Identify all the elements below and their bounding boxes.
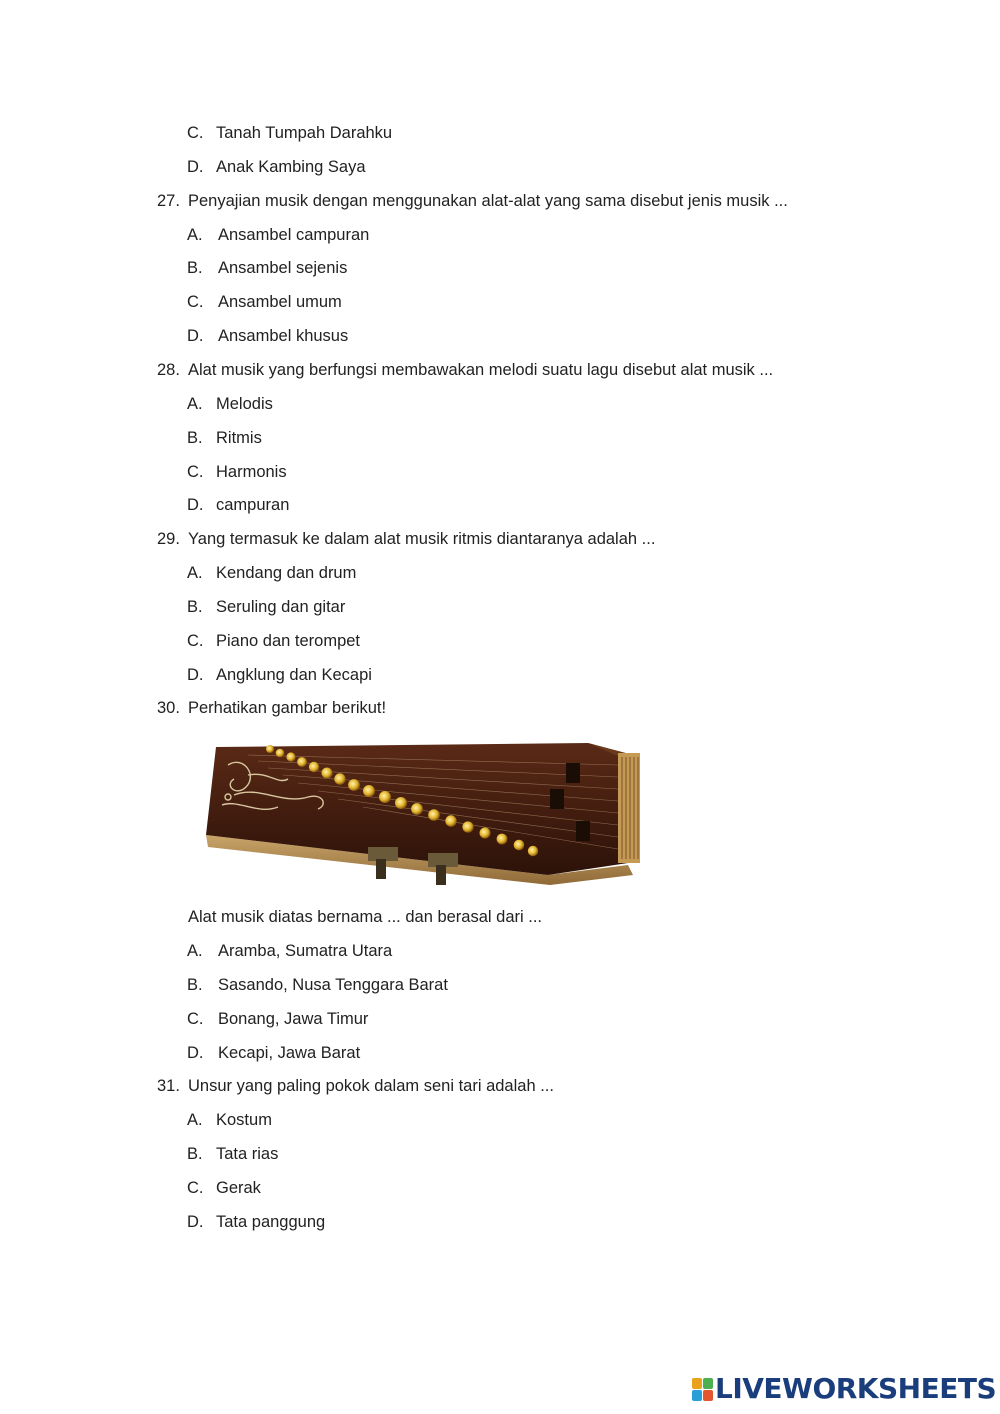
option-text: Seruling dan gitar — [216, 598, 346, 616]
liveworksheets-logo[interactable] — [692, 1374, 996, 1404]
question-number: 30. — [157, 699, 180, 717]
option-text: Angklung dan Kecapi — [216, 666, 372, 684]
option-letter: B. — [187, 259, 203, 277]
option-letter: C. — [187, 124, 204, 142]
option-text: Tata rias — [216, 1145, 279, 1163]
option-text: Kecapi, Jawa Barat — [218, 1044, 361, 1062]
option-letter: D. — [187, 496, 204, 514]
option-letter: C. — [187, 1179, 204, 1197]
option-letter: B. — [187, 598, 203, 616]
option-text: campuran — [216, 496, 290, 514]
kecapi-instrument-image — [188, 735, 660, 893]
option-letter: C. — [187, 1010, 204, 1028]
question-number: 28. — [157, 361, 180, 379]
option-letter: A. — [187, 395, 203, 413]
prompt-text: Alat musik diatas bernama ... dan berasal dari ... — [188, 908, 543, 926]
option-letter: D. — [187, 666, 204, 684]
option-text: Tata panggung — [216, 1213, 326, 1231]
logo-square-icon — [703, 1390, 713, 1401]
logo-mark-icon — [692, 1378, 712, 1400]
option-letter: C. — [187, 293, 204, 311]
option-letter: D. — [187, 1213, 204, 1231]
logo-square-icon — [692, 1378, 702, 1389]
option-letter: D. — [187, 327, 204, 345]
question-number: 31. — [157, 1077, 180, 1095]
question-text: Penyajian musik dengan menggunakan alat-alat yang sama disebut jenis musik ... — [188, 192, 788, 210]
question-text: Unsur yang paling pokok dalam seni tari adalah ... — [188, 1077, 554, 1095]
option-text: Ansambel sejenis — [218, 259, 348, 277]
option-text: Gerak — [216, 1179, 261, 1197]
logo-square-icon — [692, 1390, 702, 1401]
question-text: Yang termasuk ke dalam alat musik ritmis diantaranya adalah ... — [188, 530, 656, 548]
option-text: Ansambel umum — [218, 293, 342, 311]
option-letter: A. — [187, 1111, 203, 1129]
option-letter: B. — [187, 429, 203, 447]
option-text: Ansambel khusus — [218, 327, 349, 345]
option-text: Kendang dan drum — [216, 564, 357, 582]
option-text: Kostum — [216, 1111, 272, 1129]
question-text: Alat musik yang berfungsi membawakan melodi suatu lagu disebut alat musik ... — [188, 361, 774, 379]
option-letter: A. — [187, 564, 203, 582]
option-letter: A. — [187, 942, 203, 960]
option-text: Piano dan terompet — [216, 632, 361, 650]
option-text: Tanah Tumpah Darahku — [216, 124, 393, 142]
question-number: 29. — [157, 530, 180, 548]
option-text: Melodis — [216, 395, 273, 413]
option-text: Bonang, Jawa Timur — [218, 1010, 369, 1028]
option-text: Sasando, Nusa Tenggara Barat — [218, 976, 448, 994]
question-number: 27. — [157, 192, 180, 210]
option-text: Ansambel campuran — [218, 226, 370, 244]
option-text: Ritmis — [216, 429, 262, 447]
option-letter: A. — [187, 226, 203, 244]
logo-square-icon — [703, 1378, 713, 1389]
option-letter: B. — [187, 1145, 203, 1163]
option-text: Harmonis — [216, 463, 287, 481]
option-letter: C. — [187, 463, 204, 481]
option-letter: C. — [187, 632, 204, 650]
option-text: Aramba, Sumatra Utara — [218, 942, 393, 960]
option-letter: B. — [187, 976, 203, 994]
option-text: Anak Kambing Saya — [216, 158, 366, 176]
option-letter: D. — [187, 1044, 204, 1062]
logo-text: LIVEWORKSHEETS — [715, 1372, 997, 1405]
option-letter: D. — [187, 158, 204, 176]
question-text: Perhatikan gambar berikut! — [188, 699, 387, 717]
